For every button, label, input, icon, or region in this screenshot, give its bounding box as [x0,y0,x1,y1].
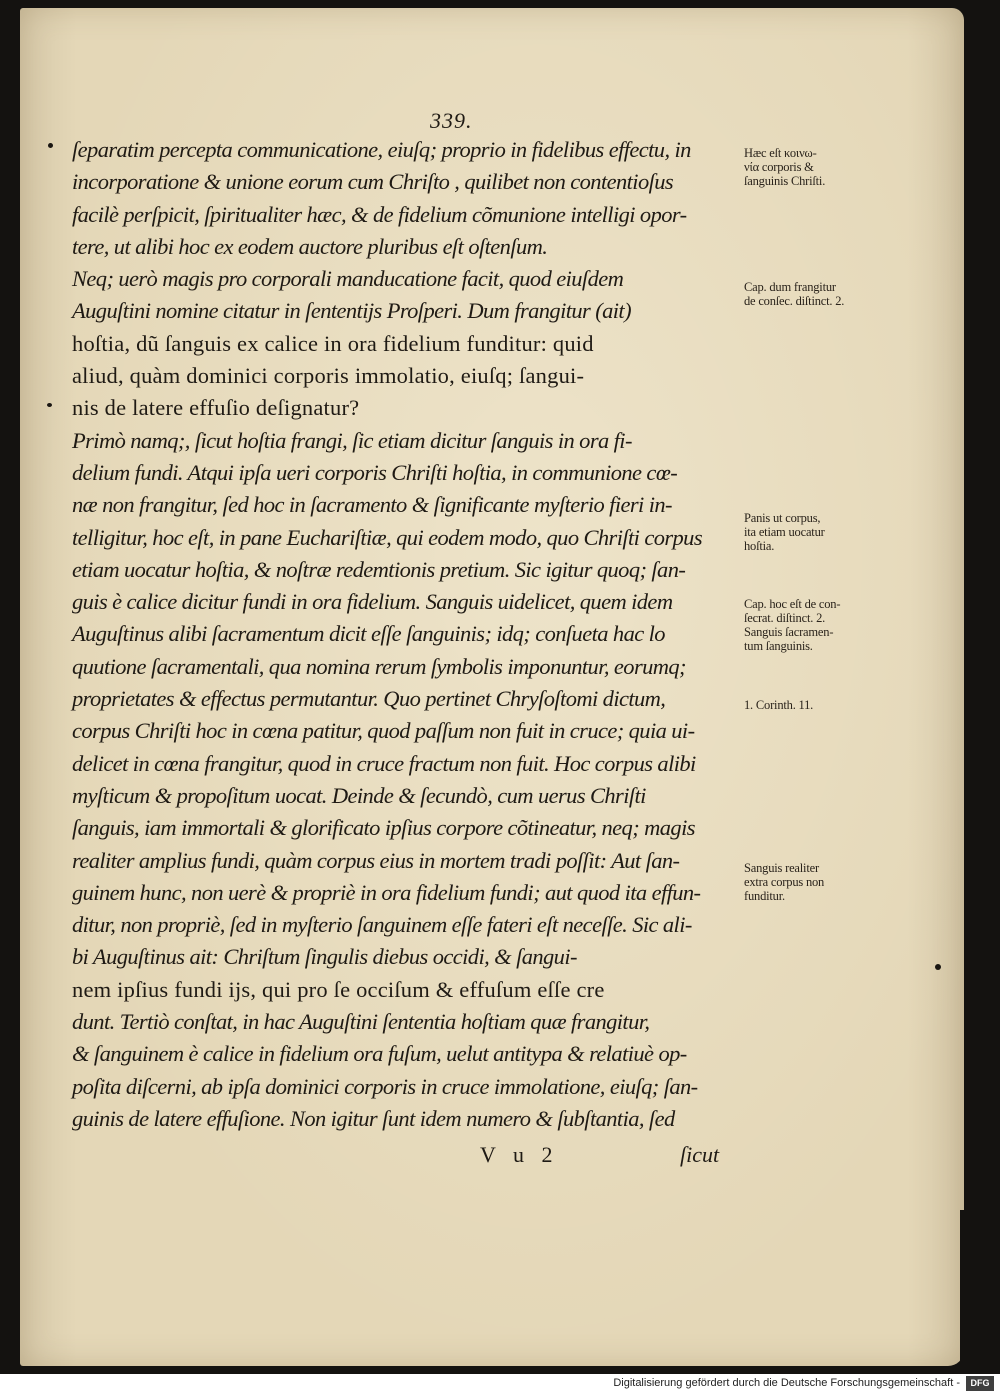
marginal-note-line: Sanguis ſacramen- [744,625,834,639]
text-line: guinis de latere effuſione. Non igitur ſunt idem numero & ſubſtantia, ſed [72,1105,675,1131]
dfg-logo: DFG [966,1376,994,1391]
text-line: etiam uocatur hoſtia, & noſtræ redemtionis pretium. Sic igitur quoq; ſan- [72,556,686,582]
marginal-note-line: ita etiam uocatur [744,525,825,539]
text-line: næ non frangitur, ſed hoc in ſacramento & ſignificante myſterio fieri in- [72,492,672,518]
catchword: ſicut [680,1142,720,1167]
text-line: poſita diſcerni, ab ipſa dominici corporis in cruce immolatione, eiuſq; ſan- [72,1073,698,1099]
text-line: Primò namq;, ſicut hoſtia frangi, ſic etiam dicitur ſanguis in ora fi- [72,427,632,453]
marginal-note [744,698,954,712]
text-line: guinem hunc, non uerè & propriè in ora fidelium fundi; aut quod ita effun- [72,879,701,905]
text-line: ſeparatim percepta communicatione, eiuſq; proprio in fidelibus effectu, in [72,137,691,162]
text-line: dunt. Tertiò conſtat, in hac Auguſtini ſententia hoſtiam quæ frangitur, [72,1009,650,1035]
text-line: nis de latere effuſio deſignatur? [72,395,360,421]
marginal-note [744,146,954,188]
marginal-note-line: Cap. hoc eſt de con- [744,597,841,611]
funding-credit: Digitalisierung gefördert durch die Deutsche Forschungsgemeinschaft - [613,1377,960,1389]
text-line: & ſanguinem è calice in fidelium ora fuſum, uelut antitypa & relatiuè op- [72,1041,687,1067]
marginal-note [744,511,954,553]
marginal-note-line: extra corpus non [744,875,825,889]
marginal-note-line: 1. Corinth. 11. [744,698,814,712]
text-line: delium fundi. Atqui ipſa ueri corporis Chriſti hoſtia, in communione cœ- [72,459,678,485]
text-line: incorporatione & unione eorum cum Chriſto , quilibet non contentioſus [72,169,674,195]
text-line: ſanguis, iam immortali & glorificato ipſius corpore cõtineatur, neq; magis [72,815,695,841]
main-text-block [72,134,752,1135]
text-line: bi Auguſtinus ait: Chriſtum ſingulis diebus occidi, & ſangui- [72,944,577,970]
text-line: Auguſtinus alibi ſacramentum dicit eſſe ſanguinis; idq; conſueta hac lo [72,621,665,647]
text-line: Auguſtini nomine citatur in ſententijs Proſperi. Dum frangitur (ait) [72,298,631,324]
text-line: Neq; uerò magis pro corporali manducatione facit, quod eiuſdem [72,266,624,292]
marginal-note-line: funditur. [744,889,785,903]
dust-spot [935,964,941,970]
text-line: facilè perſpicit, ſpiritualiter hæc, & de fidelium cõmunione intelligi opor- [72,201,687,227]
footer-bar [0,1374,1000,1395]
page-edge-shadow [960,1210,1000,1370]
text-line: tere, ut alibi hoc ex eodem auctore pluribus eſt oſtenſum. [72,233,548,259]
marginal-note [744,280,954,308]
marginal-note [744,861,954,903]
marginal-note [744,597,954,653]
marginal-note-line: ſanguinis Chriſti. [744,174,826,188]
text-line: realiter amplius fundi, quàm corpus eius in mortem tradi poſſit: Aut ſan- [72,847,680,873]
marginal-note-line: Hæc eſt κοινω- [744,146,817,160]
dust-spot [48,143,53,148]
text-line: aliud, quàm dominici corporis immolatio, eiuſq; ſangui- [72,363,585,389]
text-line: corpus Chriſti hoc in cœna patitur, quod paſſum non fuit in cruce; quia ui- [72,718,695,744]
marginal-note-line: Cap. dum frangitur [744,280,836,294]
text-line: hoſtia, dũ ſanguis ex calice in ora fidelium funditur: quid [72,330,594,356]
text-line: proprietates & effectus permutantur. Quo pertinet Chryſoſtomi dictum, [72,686,666,712]
signature-mark: V u 2 [480,1142,559,1167]
marginal-note-line: de conſec. diſtinct. 2. [744,294,845,308]
text-line: guis è calice dicitur fundi in ora fidelium. Sanguis uidelicet, quem idem [72,589,673,615]
marginal-note-line: ſecrat. diſtinct. 2. [744,611,826,625]
marginal-note-line: hoſtia. [744,539,775,553]
text-line: myſticum & propoſitum uocat. Deinde & ſecundò, cum uerus Chriſti [72,782,646,808]
marginal-note-line: Panis ut corpus, [744,511,821,525]
text-line: ditur, non propriè, ſed in myſterio ſanguinem eſſe fateri eſt neceſſe. Sic ali- [72,912,692,938]
page-number: 339. [430,108,473,133]
marginal-note-line: Sanguis realiter [744,861,819,875]
text-line: delicet in cœna frangitur, quod in cruce fractum non fuit. Hoc corpus alibi [72,750,696,776]
marginal-note-line: tum ſanguinis. [744,639,813,653]
marginal-note-line: νία corporis & [744,160,814,174]
text-line: telligitur, hoc eſt, in pane Euchariſtiæ, qui eodem modo, quo Chriſti corpus [72,524,702,550]
text-line: quutione ſacramentali, qua nomina rerum ſymbolis imponuntur, eorumq; [72,653,686,679]
text-line: nem ipſius fundi ijs, qui pro ſe occiſum & effuſum eſſe cre [72,976,605,1002]
dust-spot [47,403,52,407]
